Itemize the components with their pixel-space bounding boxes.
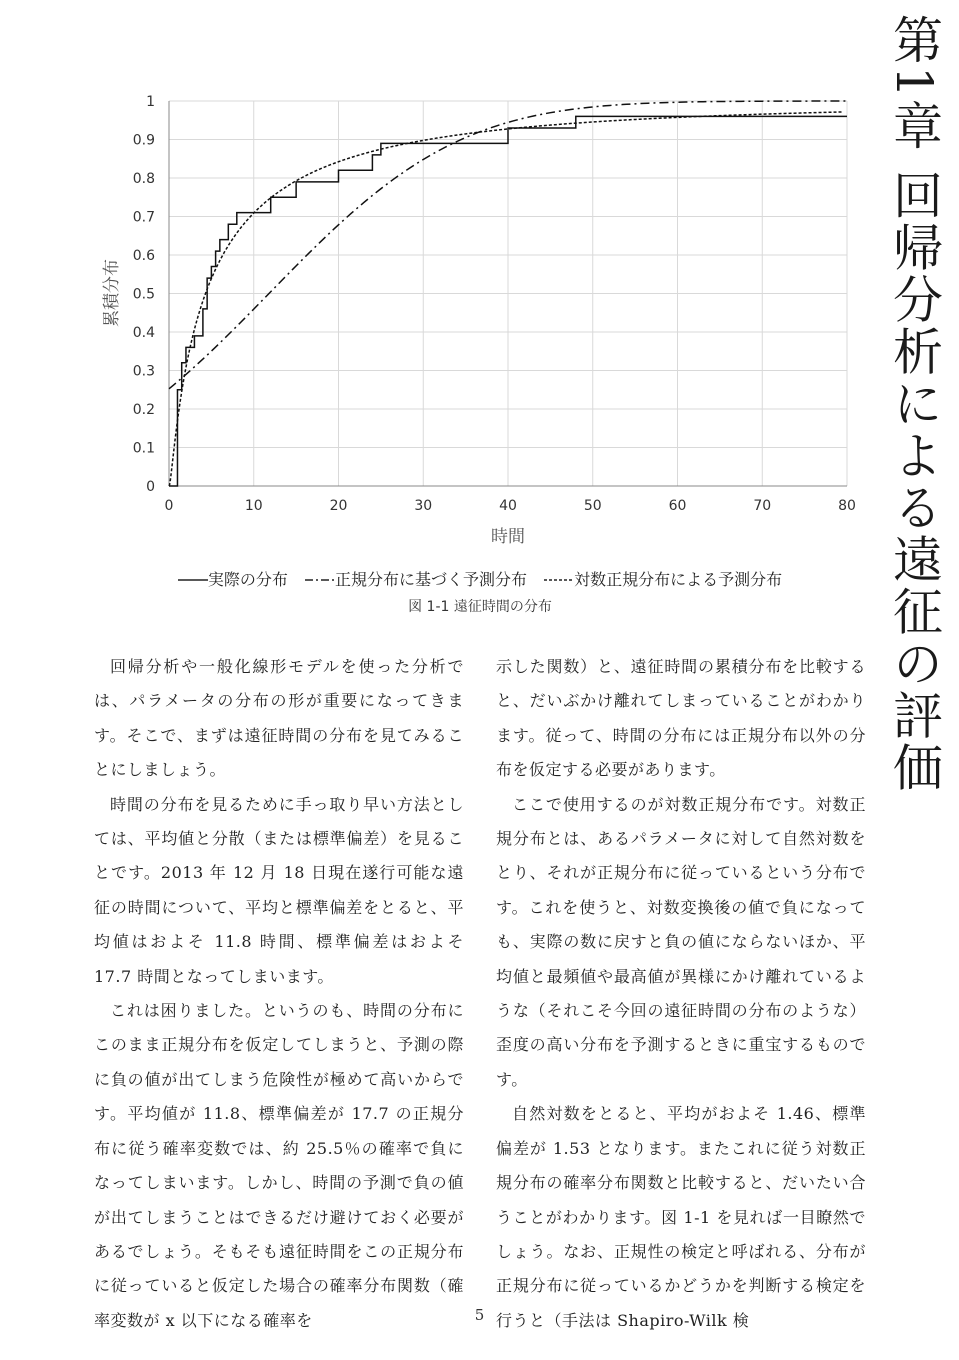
x-tick-label: 70 xyxy=(753,498,772,514)
legend-label-actual: 実際の分布 xyxy=(207,570,288,589)
y-tick-label: 1 xyxy=(146,94,155,110)
cumulative-distribution-chart xyxy=(0,0,870,560)
y-tick-label: 0.9 xyxy=(132,132,155,149)
x-tick-label: 20 xyxy=(329,498,348,514)
legend-label-lognormal: 対数正規分布による予測分布 xyxy=(574,570,783,589)
x-tick-label: 0 xyxy=(164,498,174,514)
x-tick-label: 60 xyxy=(668,498,687,514)
y-axis-label: 累積分布 xyxy=(102,259,122,327)
legend-label-normal: 正規分布に基づく予測分布 xyxy=(334,570,527,589)
paragraph: 自然対数をとると、平均がおよそ 1.46、標準偏差が 1.53 となります。またこれに従う対数正規分布の確率分布関数と比較すると、だいたい合うことがわかります。図 1-1 を見れば一目瞭然でしょう。なお、正規性の検定と呼ばれる、分布が正規分布に従っているかどうかを判断する検定を行うと（手法は Shapiro-Wilk 検 xyxy=(496,1104,866,1330)
y-tick-label: 0.7 xyxy=(132,209,155,226)
x-tick-label: 80 xyxy=(838,498,856,514)
right-column xyxy=(496,650,866,1338)
series-line-dotted xyxy=(169,112,843,486)
paragraph: 時間の分布を見るために手っ取り早い方法としては、平均値と分散（または標準偏差）を見ることです。2013 年 12 月 18 日現在遂行可能な遠征の時間について、平均と標準偏差をとると、平均値はおよそ 11.8 時間、標準偏差はおよそ 17.7 時間となってしまいます。 xyxy=(94,794,464,986)
dotted-line-swatch xyxy=(544,575,574,585)
legend-item-actual xyxy=(178,570,293,589)
paragraph: ここで使用するのが対数正規分布です。対数正規分布とは、あるパラメータに対して自然対数をとり、それが正規分布に従っているという分布です。これを使うと、対数変換後の値で負になっても、実際の数に戻すと負の値にならないほか、平均値と最頻値や最高値が異様にかけ離れているような（それこそ今回の遠征時間の分布のような）歪度の高い分布を予測するときに重宝するものです。 xyxy=(496,794,866,1089)
y-tick-label: 0.8 xyxy=(132,171,155,187)
x-axis-label: 時間 xyxy=(491,527,525,547)
legend-item-normal xyxy=(305,570,532,589)
y-tick-label: 0.3 xyxy=(132,363,155,380)
x-tick-label: 30 xyxy=(414,498,433,514)
y-tick-label: 0.4 xyxy=(132,325,155,341)
y-tick-label: 0.5 xyxy=(132,286,155,303)
y-tick-label: 0.2 xyxy=(132,402,155,418)
legend-item-lognormal xyxy=(544,570,782,589)
x-tick-label: 40 xyxy=(499,498,517,514)
paragraph: これは困りました。というのも、時間の分布にこのまま正規分布を仮定してしまうと、予測の際に負の値が出てしまう危険性が極めて高いからです。平均値が 11.8、標準偏差が 17.7 の正規分布に従う確率変数では、約 25.5％の確率で負になってしまいます。しかし、時間の予測で負の値が出てしまうことはできるだけ避けておく必要があるでしょう。そもそも遠征時間をこの正規分布に従っていると仮定した場合の確率分布関数（確率変数が x 以下になる確率を xyxy=(94,1001,464,1330)
y-tick-label: 0.6 xyxy=(132,248,155,264)
paragraph: 回帰分析や一般化線形モデルを使った分析では、パラメータの分布の形が重要になってきます。そこで、まずは遠征時間の分布を見てみることにしましょう。 xyxy=(94,657,464,780)
left-column xyxy=(94,650,464,1338)
solid-line-swatch xyxy=(178,575,208,585)
page-number: 5 xyxy=(474,1306,485,1324)
dashdot-line-swatch xyxy=(305,575,335,585)
chart-legend xyxy=(110,567,850,590)
figure-caption: 図 1-1 遠征時間の分布 xyxy=(408,599,552,615)
y-tick-label: 0 xyxy=(146,479,155,495)
chapter-title: 第1章 回帰分析による遠征の評価 xyxy=(885,14,943,794)
x-tick-label: 50 xyxy=(583,498,602,514)
paragraph: 示した関数）と、遠征時間の累積分布を比較すると、だいぶかけ離れてしまっていることがわかります。従って、時間の分布には正規分布以外の分布を仮定する必要があります。 xyxy=(496,657,866,780)
x-tick-label: 10 xyxy=(244,498,263,514)
y-tick-label: 0.1 xyxy=(132,440,155,457)
